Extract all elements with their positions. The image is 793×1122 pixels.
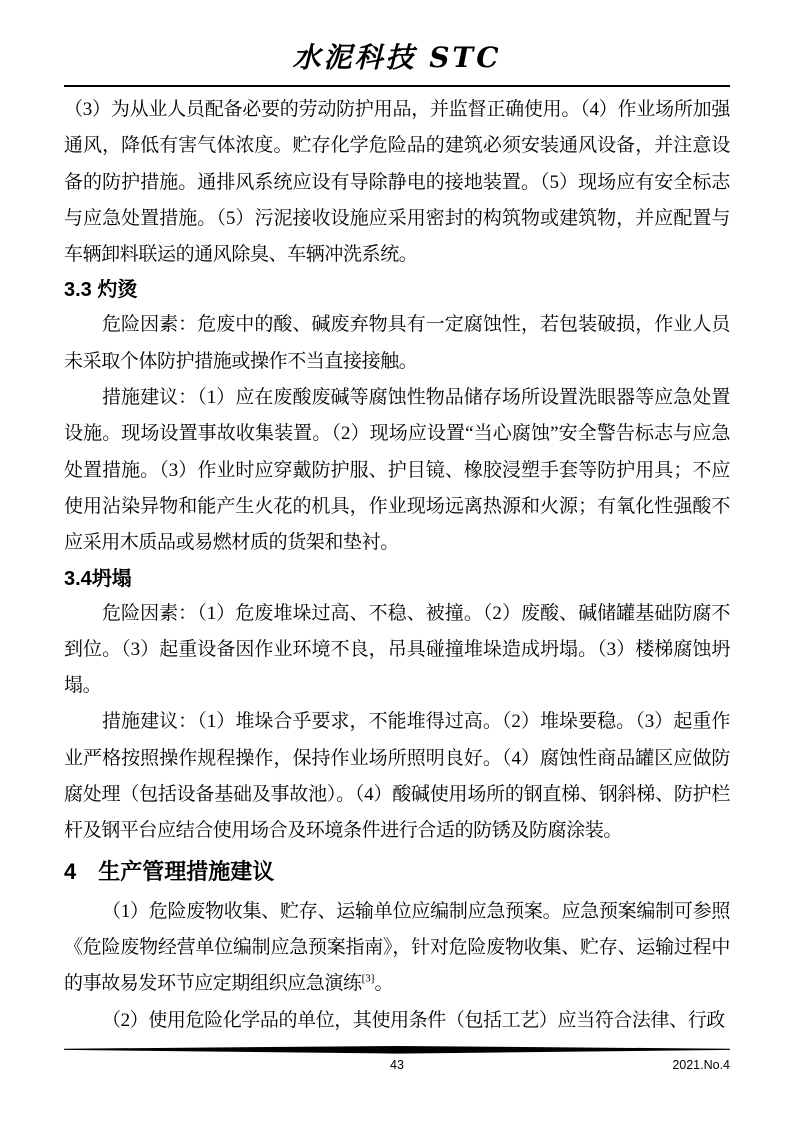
journal-title: 水泥科技 STC [292, 41, 502, 74]
paragraph-measures-3-3: 措施建议：（1）应在废酸废碱等腐蚀性物品储存场所设置洗眼器等应急处置设施。现场设置事故收集装置。（2）现场应设置“当心腐蚀”安全警告标志与应急处置措施。（3）作业时应穿戴防护服、护目镜、橡胶浸塑手套等防护用具；不应使用沾染异物和能产生火花的机具，作业现场远离热源和火源；有氧化性强酸不应采用木质品或易燃材质的货架和垫衬。 [64, 387, 730, 554]
paragraph-management-item-1 [64, 894, 730, 1003]
paragraph-hazard-factors-3-4: 危险因素：（1）危废堆垛过高、不稳、被撞。（2）废酸、碱储罐基础防腐不到位。（3）起重设备因作业环境不良，吊具碰撞堆垛造成坍塌。（3）楼梯腐蚀坍塌。 [64, 602, 730, 697]
footer-tapered-rule [64, 1046, 730, 1054]
paragraph-management-item-2: （2）使用危险化学品的单位，其使用条件（包括工艺）应当符合法律、行政 [102, 1009, 725, 1031]
article-body [64, 92, 730, 1039]
issue-number: 2021.No.4 [672, 1058, 730, 1072]
heading-4-production-management: 4 生产管理措施建议 [64, 858, 275, 884]
page-number: 43 [390, 1058, 404, 1072]
paragraph-measures-3-4: 措施建议：（1）堆垛合乎要求，不能堆得过高。（2）堆垛要稳。（3）起重作业严格按照操作规程操作，保持作业场所照明良好。（4）腐蚀性商品罐区应做防腐处理（包括设备基础及事故池）。（4）酸碱使用场所的钢直梯、钢斜梯、防护栏杆及钢平台应结合使用场合及环境条件进行合适的防锈及防腐涂装。 [64, 711, 730, 842]
paragraph-management-item-1-text: （1）危险废物收集、贮存、运输单位应编制应急预案。应急预案编制可参照《危险废物经营单位编制应急预案指南》，针对危险废物收集、贮存、运输过程中的事故易发环节应定期组织应急演练 [64, 900, 730, 995]
heading-3-3-scald: 3.3 灼烫 [64, 279, 138, 302]
paragraph-hazard-factors-3-3: 危险因素：危废中的酸、碱废弃物具有一定腐蚀性，若包装破损，作业人员未采取个体防护措施或操作不当直接接触。 [64, 314, 730, 372]
paragraph-safety-continuation: （3）为从业人员配备必要的劳动防护用品，并监督正确使用。（4）作业场所加强通风，降低有害气体浓度。贮存化学危险品的建筑必须安装通风设备，并注意设备的防护措施。通排风系统应设有导除静电的接地装置。（5）现场应有安全标志与应急处置措施。（5）污泥接收设施应采用密封的构筑物或建筑物，并应配置与车辆卸料联运的通风除臭、车辆冲洗系统。 [64, 99, 730, 266]
paragraph-management-item-1-tail: 。 [374, 973, 394, 995]
reference-superscript: [3] [361, 972, 375, 985]
footer-row [64, 1057, 730, 1075]
heading-3-4-collapse: 3.4坍塌 [64, 567, 132, 590]
journal-header [64, 0, 730, 87]
page-footer [64, 1046, 730, 1075]
